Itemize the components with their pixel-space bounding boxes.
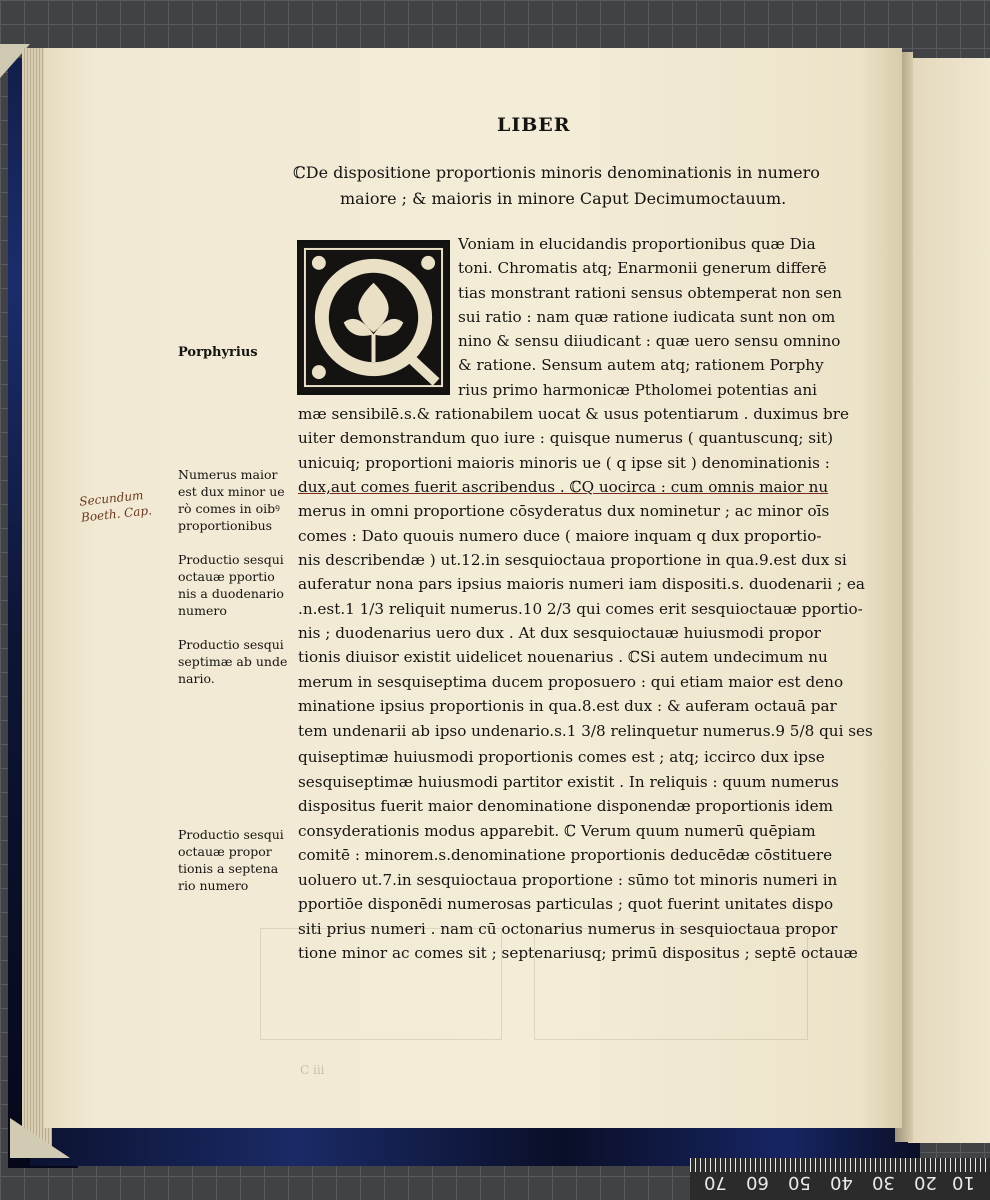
- ruler-number: 40: [830, 1172, 853, 1193]
- margin-note-line: tionis a septena: [178, 861, 279, 876]
- margin-note-line: Numerus maior: [178, 467, 278, 482]
- body-line-29: siti prius numeri . nam cū octonarius numerus in sesquioctaua propor: [298, 920, 838, 938]
- body-line-5: nino & sensu diiudicant : quæ uero sensu omnino: [458, 332, 841, 350]
- folio-signature: C iii: [300, 1063, 325, 1077]
- body-line-8: mæ sensibilē.s.& rationabilem uocat & usus potentiarum . duximus bre: [298, 405, 849, 423]
- ruler-number: 20: [914, 1172, 937, 1193]
- margin-note-line: octauæ propor: [178, 844, 272, 859]
- body-line-16: .n.est.1 1/3 reliquit numerus.10 2/3 qui comes erit sesquioctauæ pportio-: [298, 600, 863, 618]
- body-line-12: merus in omni proportione cōsyderatus dux nominetur ; ac minor oīs: [298, 502, 830, 520]
- margin-note-line: rò comes in oibꝰ: [178, 501, 280, 516]
- body-line-1: Voniam in elucidandis proportionibus quæ Dia: [458, 235, 816, 253]
- margin-note-sesquioctaua-duodenario: [178, 551, 284, 619]
- ruler-number: 60: [746, 1172, 769, 1193]
- margin-note-line: nis a duodenario: [178, 586, 284, 601]
- body-line-23: sesquiseptimæ huiusmodi partitor existit . In reliquis : quum numerus: [298, 773, 839, 791]
- handwritten-line: Secundum: [78, 488, 145, 509]
- margin-note-line: nario.: [178, 671, 215, 686]
- body-line-7: rius primo harmonicæ Ptholomei potentias ani: [458, 381, 818, 399]
- ruler-number: 30: [872, 1172, 895, 1193]
- body-line-9: uiter demonstrandum quo iure : quisque numerus ( quantuscunq; sit): [298, 429, 833, 447]
- margin-note-line: Productio sesqui: [178, 552, 284, 567]
- body-line-22: quiseptimæ huiusmodi proportionis comes est ; atq; iccirco dux ipse: [298, 748, 825, 766]
- margin-note-line: est dux minor ue: [178, 484, 285, 499]
- ruler-number: 70: [704, 1172, 727, 1193]
- body-line-14: nis describendæ ) ut.12.in sesquioctaua proportione in qua.9.est dux si: [298, 551, 847, 569]
- margin-note-line: Productio sesqui: [178, 637, 284, 652]
- ruler-number: 10: [952, 1172, 975, 1193]
- ruler-ticks: [690, 1158, 990, 1172]
- chapter-heading-line-1: ℂDe dispositione proportionis minoris denominationis in numero: [293, 163, 820, 182]
- margin-note-line: septimæ ab unde: [178, 654, 288, 669]
- body-line-27: uoluero ut.7.in sesquioctaua proportione : sūmo tot minoris numeri in: [298, 871, 838, 889]
- body-line-2: toni. Chromatis atq; Enarmonii generum differē: [458, 259, 827, 277]
- body-line-18: tionis diuisor existit uidelicet nouenarius . ℂSi autem undecimum nu: [298, 648, 828, 666]
- body-line-17: nis ; duodenarius uero dux . At dux sesquioctauæ huiusmodi propor: [298, 624, 821, 642]
- ruler-number: 50: [788, 1172, 811, 1193]
- body-line-19: merum in sesquiseptima ducem proposuero : qui etiam maior est deno: [298, 673, 844, 691]
- facing-page: [908, 58, 990, 1143]
- page-title: LIBER: [497, 114, 571, 136]
- margin-note-sesquiseptima: [178, 636, 287, 687]
- body-line-11: dux,aut comes fuerit ascribendus . ℂQ uocirca : cum omnis maior nu: [298, 478, 829, 496]
- body-line-20: minatione ipsius proportionis in qua.8.est dux : & auferam octauā par: [298, 697, 837, 715]
- margin-note-line: octauæ pportio: [178, 569, 275, 584]
- margin-note-line: proportionibus: [178, 518, 273, 533]
- chapter-heading-line-2: maiore ; & maioris in minore Caput Decimumoctauum.: [340, 189, 787, 208]
- body-line-26: comitē : minorem.s.denominatione proportionis deducēdæ cōstituere: [298, 846, 833, 864]
- measurement-ruler: [690, 1158, 990, 1200]
- margin-note-line: rio numero: [178, 878, 249, 893]
- body-line-13: comes : Dato quouis numero duce ( maiore inquam q dux proportio-: [298, 527, 822, 545]
- body-line-21: tem undenarii ab ipso undenario.s.1 3/8 relinquetur numerus.9 5/8 qui ses: [298, 722, 873, 740]
- body-line-30: tione minor ac comes sit ; septenariusq; primū dispositus ; septē octauæ: [298, 944, 858, 962]
- margin-note-porphyrius: Porphyrius: [178, 345, 258, 360]
- body-line-28: pportiōe disponēdi numerosas particulas ; quot fuerint unitates dispo: [298, 895, 834, 913]
- body-line-4: sui ratio : nam quæ ratione iudicata sunt non om: [458, 308, 836, 326]
- margin-note-line: Productio sesqui: [178, 827, 284, 842]
- body-line-10: unicuiq; proportioni maioris minoris ue ( q ipse sit ) denominationis :: [298, 454, 830, 472]
- body-line-25: consyderationis modus apparebit. ℂ Verum quum numerū quēpiam: [298, 822, 816, 840]
- margin-note-sesquioctaua-septenario: [178, 826, 284, 894]
- margin-note-line: numero: [178, 603, 227, 618]
- body-line-3: tias monstrant rationi sensus obtemperat non sen: [458, 284, 842, 302]
- body-line-24: dispositus fuerit maior denominatione disponendæ proportionis idem: [298, 797, 834, 815]
- handwritten-line: Boeth. Cap.: [80, 503, 153, 525]
- margin-note-dux-comes: [178, 466, 285, 534]
- decorated-initial-q-icon: [297, 240, 450, 395]
- body-line-6: & ratione. Sensum autem atq; rationem Porphy: [458, 356, 824, 374]
- body-line-15: auferatur nona pars ipsius maioris numeri iam dispositi.s. duodenarii ; ea: [298, 575, 865, 593]
